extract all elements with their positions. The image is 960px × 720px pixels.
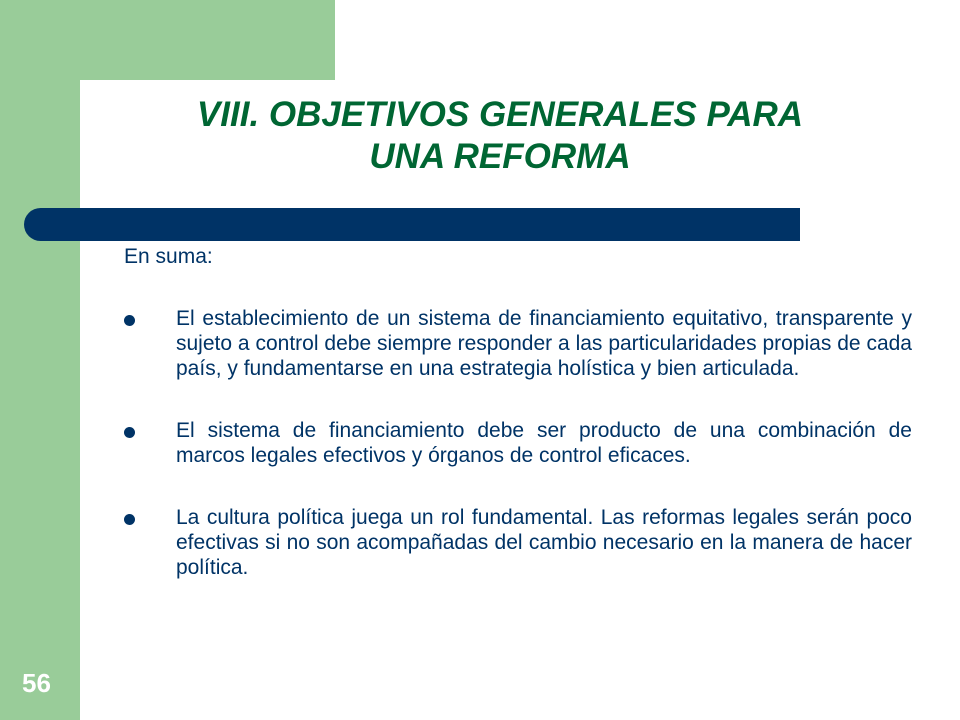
bullet-item bbox=[124, 418, 912, 468]
title-divider-bar bbox=[24, 208, 800, 241]
slide-body bbox=[124, 244, 912, 617]
slide-number: 56 bbox=[22, 668, 51, 698]
left-green-band bbox=[0, 0, 80, 720]
bullet-text: El sistema de financiamiento debe ser producto de una combinación de marcos legales efectivos y órganos de control eficaces. bbox=[176, 419, 912, 467]
bullet-item bbox=[124, 306, 912, 381]
bullet-dot-icon bbox=[124, 514, 135, 525]
slide-title-line-2: UNA REFORMA bbox=[369, 137, 631, 176]
slide-title bbox=[100, 94, 900, 178]
bullet-list bbox=[124, 306, 912, 580]
bullet-text: La cultura política juega un rol fundamental. Las reformas legales serán poco efectivas si no son acompañadas del cambio necesario en la manera de hacer política. bbox=[176, 506, 912, 579]
bullet-dot-icon bbox=[124, 315, 135, 326]
slide-title-line-1: VIII. OBJETIVOS GENERALES PARA bbox=[196, 95, 804, 134]
intro-text: En suma: bbox=[124, 245, 213, 268]
bullet-text: El establecimiento de un sistema de financiamiento equitativo, transparente y sujeto a control debe siempre responder a las particularidades propias de cada país, y fundamentarse en una estrategia holística y bien articulada. bbox=[176, 307, 912, 380]
bullet-dot-icon bbox=[124, 427, 135, 438]
top-green-band bbox=[0, 0, 335, 80]
bullet-item bbox=[124, 505, 912, 580]
